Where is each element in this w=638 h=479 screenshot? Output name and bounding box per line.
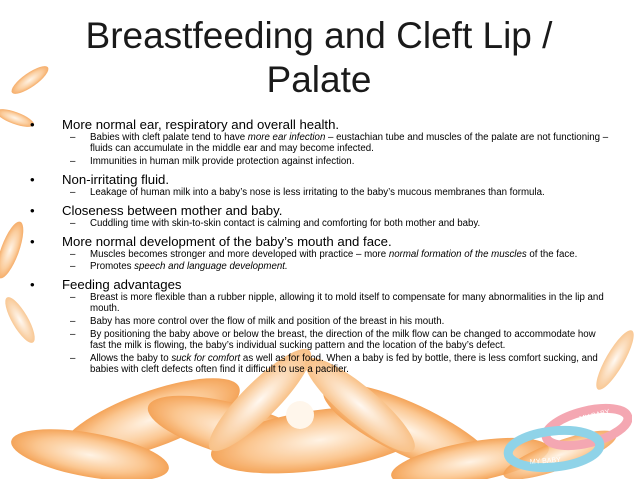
sub-bullet-emphasis: normal formation of the muscles	[388, 248, 527, 260]
title-line-1: Breastfeeding and Cleft Lip /	[85, 15, 553, 56]
sub-bullet-text: as well as for food. When a baby is fed by bottle, there is less comfort sucking, and babies with cleft defects often find it difficult to use a pacifier.	[90, 352, 598, 375]
bullet-item	[28, 172, 610, 187]
sub-bullet-item	[28, 219, 610, 230]
sub-bullet-item	[28, 262, 610, 273]
blue-bracelet-text: MY BABY	[529, 456, 562, 466]
dash-marker: –	[70, 352, 76, 364]
dash-marker: –	[70, 155, 76, 167]
dash-marker: –	[70, 316, 76, 328]
title-line-2: Palate	[266, 59, 372, 100]
bullet-text: Closeness between mother and baby.	[62, 202, 283, 218]
sub-bullet-emphasis: more ear infection	[247, 132, 326, 143]
bullet-text: More normal development of the baby’s mouth and face.	[62, 233, 392, 249]
bullet-item	[28, 117, 610, 132]
sub-bullet-text: Muscles becomes stronger and more developed with practice – more	[90, 248, 389, 260]
sub-bullet-item	[28, 330, 610, 352]
dash-marker: –	[70, 186, 76, 198]
dash-marker: –	[70, 292, 76, 304]
bullet-item	[28, 277, 610, 292]
sub-bullet-item	[28, 188, 610, 199]
sub-bullet-text: By positioning the baby above or below the breast, the direction of the milk flow can be changed to accommodate how fast the milk is flowing, the baby’s individual sucking pattern and the location of the baby’s defect.	[90, 329, 596, 351]
bullet-marker: •	[30, 277, 35, 293]
bullet-text: More normal ear, respiratory and overall health.	[62, 117, 340, 132]
dash-marker: –	[70, 132, 76, 143]
bullet-text: Non-irritating fluid.	[62, 171, 170, 187]
sub-bullet-text: Leakage of human milk into a baby’s nose is less irritating to the baby’s mucous membranes than formula.	[90, 186, 545, 198]
dash-marker: –	[70, 248, 76, 260]
dash-marker: –	[70, 329, 76, 341]
baby-bracelets-image	[502, 397, 632, 475]
bullet-marker: •	[30, 117, 35, 132]
dash-marker: –	[70, 261, 76, 273]
sub-bullet-text: Breast is more flexible than a rubber nipple, allowing it to mold itself to compensate for many abnormalities in the lip and mouth.	[90, 292, 604, 315]
sub-bullet-text: Promotes	[90, 261, 135, 273]
sub-bullet-emphasis: suck for comfort	[171, 352, 241, 364]
sub-bullet-item	[28, 354, 610, 376]
bullet-marker: •	[30, 202, 35, 218]
sub-bullet-text: Baby has more control over the flow of milk and position of the breast in his mouth.	[90, 316, 445, 328]
sub-bullet-text: – eustachian tube and muscles of the palate are not functioning – fluids can accumulate in the middle ear and may become infected.	[90, 132, 609, 154]
sub-bullet-item	[28, 133, 610, 155]
sub-bullet-text: Cuddling time with skin-to-skin contact is calming and comforting for both mother and baby.	[90, 217, 481, 229]
bullet-text: Feeding advantages	[62, 277, 182, 293]
sub-bullet-text: of the face.	[526, 248, 578, 260]
sub-bullet-emphasis: speech and language development.	[134, 261, 288, 273]
bullet-marker: •	[30, 171, 35, 187]
slide-title	[40, 14, 598, 102]
sub-bullet-item	[28, 157, 610, 168]
bullet-marker: •	[30, 233, 35, 249]
sub-bullet-text: Babies with cleft palate tend to have	[90, 132, 248, 143]
sub-bullet-text: Allows the baby to	[90, 352, 172, 364]
bullet-list	[28, 117, 610, 380]
sub-bullet-text: Immunities in human milk provide protection against infection.	[90, 155, 355, 167]
pink-bracelet-text: MY BABY	[578, 408, 611, 423]
sub-bullet-item	[28, 293, 610, 315]
bullet-item	[28, 234, 610, 249]
bullet-item	[28, 203, 610, 218]
sub-bullet-item	[28, 317, 610, 328]
dash-marker: –	[70, 217, 76, 229]
sub-bullet-item	[28, 250, 610, 261]
